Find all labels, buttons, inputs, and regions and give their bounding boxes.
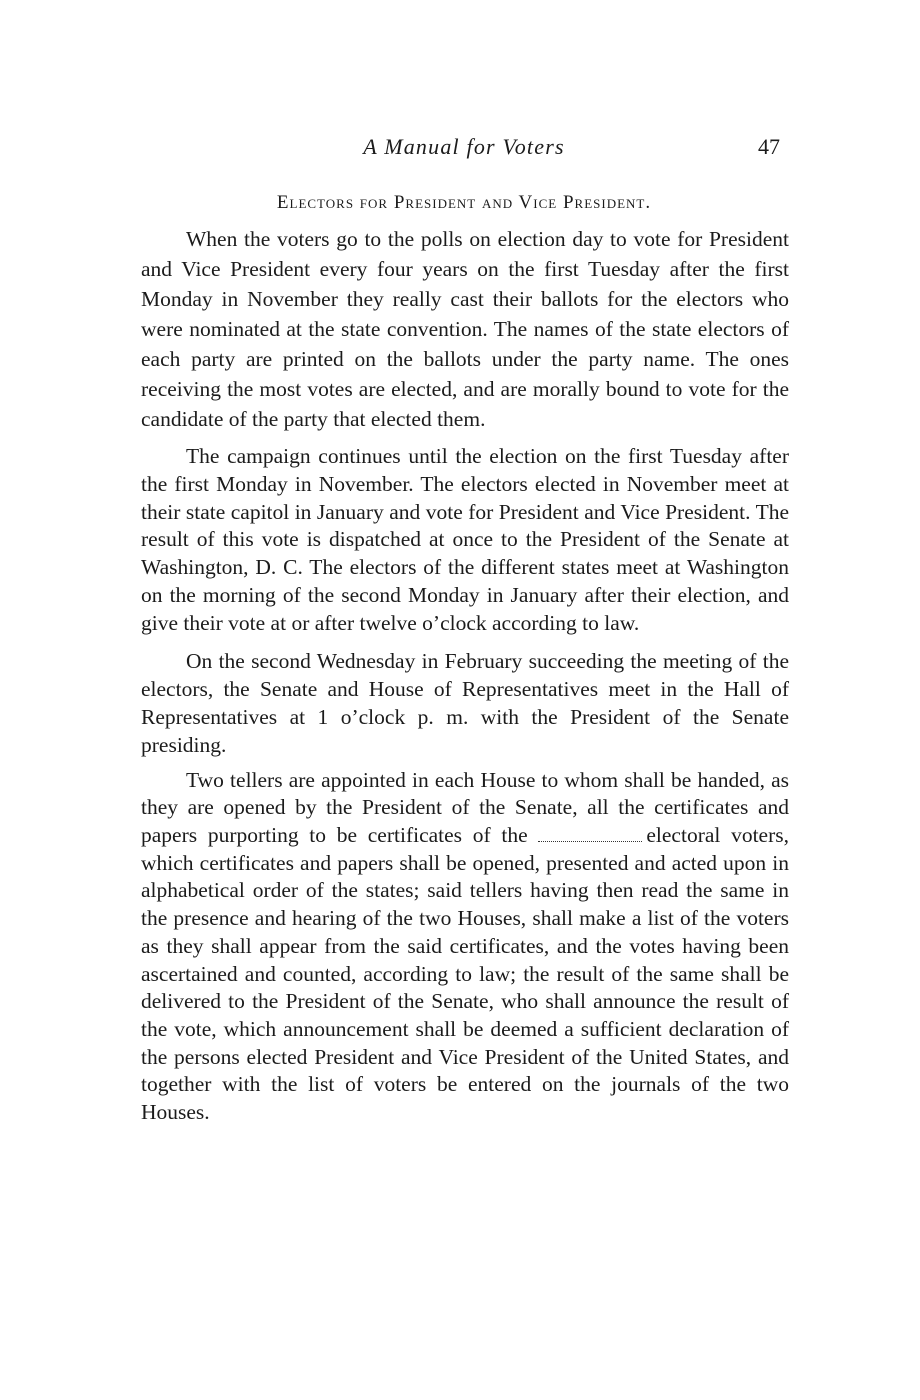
paragraph: The campaign continues until the election on the first Tuesday after the first Monday in November. The electors elected in November meet at their state capitol in January and vote for President and Vice President. The result of this vote is dispatched at once to the President of the Senate at Washington, D. C. The electors of the different states meet at Washington on the morning of the second Monday in January after their election, and give their vote at or after twelve o’clock according to law. [141, 444, 789, 635]
paragraph [141, 767, 789, 1127]
section-title: Electors for President and Vice President. [276, 192, 652, 213]
paragraph-text-after-blank: electoral voters, which certificates and papers shall be opened, presented and acted upon in alphabetical order of the states; said tellers having then read the same in the presence and hearing of the two Houses, shall make a list of the voters as they shall appear from the said certificates, and the votes having been ascertained and counted, according to law; the result of the same shall be delivered to the President of the Senate, who shall announce the result of the vote, which announcement shall be deemed a sufficient declaration of the persons elected President and Vice President of the United States, and together with the list of voters be entered on the journals of the two Houses. [141, 822, 790, 1125]
running-title: A Manual for Voters [363, 134, 565, 159]
dotted-blank-line [538, 835, 642, 842]
paragraph: On the second Wednesday in February succeeding the meeting of the electors, the Senate and House of Representatives meet in the Hall of Representatives at 1 o’clock p. m. with the President of the Senate presiding. [141, 648, 789, 757]
paragraph-text-before-blank: Two tellers are appointed in each House to whom shall be handed, as they are opened by the President of the Senate, all the certificates and papers purporting to be certificates of the [141, 767, 789, 847]
body-text [141, 224, 789, 1127]
page-number: 47 [758, 134, 780, 159]
paragraph: When the voters go to the polls on election day to vote for President and Vice President every four years on the first Tuesday after the first Monday in November they really cast their ballots for the electors who were nominated at the state convention. The names of the state electors of each party are printed on the ballots under the party name. The ones receiving the most votes are elected, and are morally bound to vote for the candidate of the party that elected them. [141, 227, 789, 431]
